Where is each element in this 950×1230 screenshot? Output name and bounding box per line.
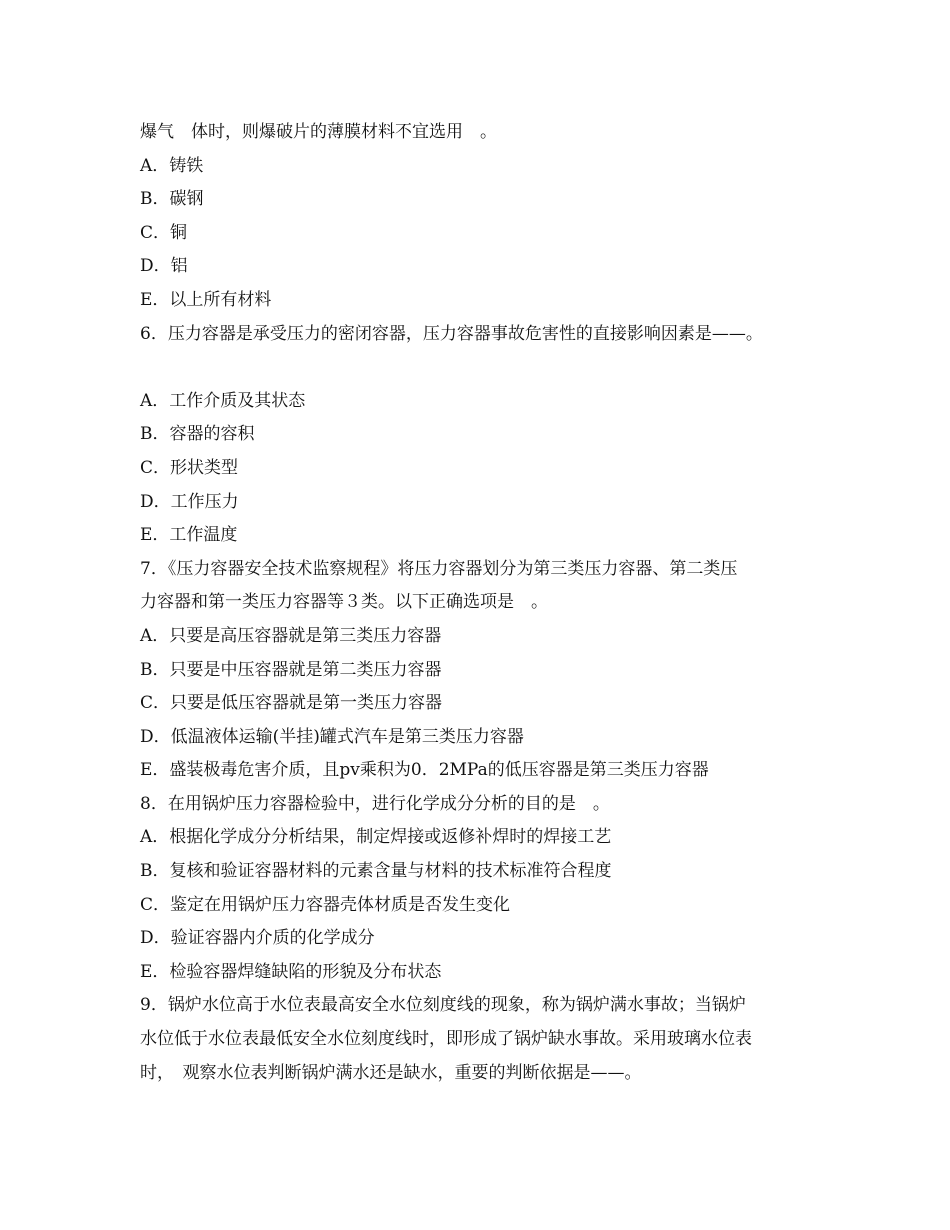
q8-option-e: E．检验容器焊缝缺陷的形貌及分布状态: [140, 961, 442, 982]
q8-option-a: A．根据化学成分分析结果，制定焊接或返修补焊时的焊接工艺: [140, 827, 612, 848]
question-5-stem: 爆气 体时，则爆破片的薄膜材料不宜选用 。: [140, 122, 497, 142]
blank-line: [140, 351, 830, 385]
q5-option-b: B．碳钢: [140, 189, 204, 210]
q5-option-a: A．铸铁: [140, 155, 204, 176]
q7-option-b: B．只要是中压容器就是第二类压力容器: [140, 659, 442, 680]
q8-option-d: D．验证容器内介质的化学成分: [140, 928, 375, 949]
q6-option-c: C．形状类型: [140, 457, 239, 478]
q6-option-b: B．容器的容积: [140, 424, 255, 445]
q6-option-e: E．工作温度: [140, 525, 238, 546]
question-8-stem: 8．在用锅炉压力容器检验中，进行化学成分分析的目的是 。: [140, 793, 610, 814]
q7-option-e: E．盛装极毒危害介质，且pv乘积为0．2MPa的低压容器是第三类压力容器: [140, 760, 709, 781]
q7-option-a: A．只要是高压容器就是第三类压力容器: [140, 625, 442, 646]
q5-option-c: C．铜: [140, 222, 188, 243]
question-7-stem-line-1: 7．《压力容器安全技术监察规程》将压力容器划分为第三类压力容器、第二类压: [140, 558, 738, 579]
q7-option-d: D．低温液体运输(半挂)罐式汽车是第三类压力容器: [140, 726, 524, 747]
q6-option-a: A．工作介质及其状态: [140, 390, 306, 411]
q5-option-e: E．以上所有材料: [140, 289, 272, 310]
q8-option-b: B．复核和验证容器材料的元素含量与材料的技术标准符合程度: [140, 861, 612, 882]
question-9-stem-line-2: 水位低于水位表最低安全水位刻度线时，即形成了锅炉缺水事故。采用玻璃水位表: [140, 1029, 752, 1050]
q8-option-c: C．鉴定在用锅炉压力容器壳体材质是否发生变化: [140, 894, 511, 915]
question-9-stem-line-3: 时， 观察水位表判断锅炉满水还是缺水，重要的判断依据是——。: [140, 1062, 642, 1083]
q7-option-c: C．只要是低压容器就是第一类压力容器: [140, 693, 443, 714]
document-page: [140, 116, 830, 1090]
question-9-stem-line-1: 9．锅炉水位高于水位表最高安全水位刻度线的现象，称为锅炉满水事故；当锅炉: [140, 995, 746, 1016]
q5-option-d: D．铝: [140, 256, 188, 277]
question-6-stem: 6．压力容器是承受压力的密闭容器，压力容器事故危害性的直接影响因素是——。: [140, 323, 763, 344]
question-7-stem-line-2: 力容器和第一类压力容器等３类。以下正确选项是 。: [140, 592, 548, 613]
q6-option-d: D．工作压力: [140, 491, 239, 512]
